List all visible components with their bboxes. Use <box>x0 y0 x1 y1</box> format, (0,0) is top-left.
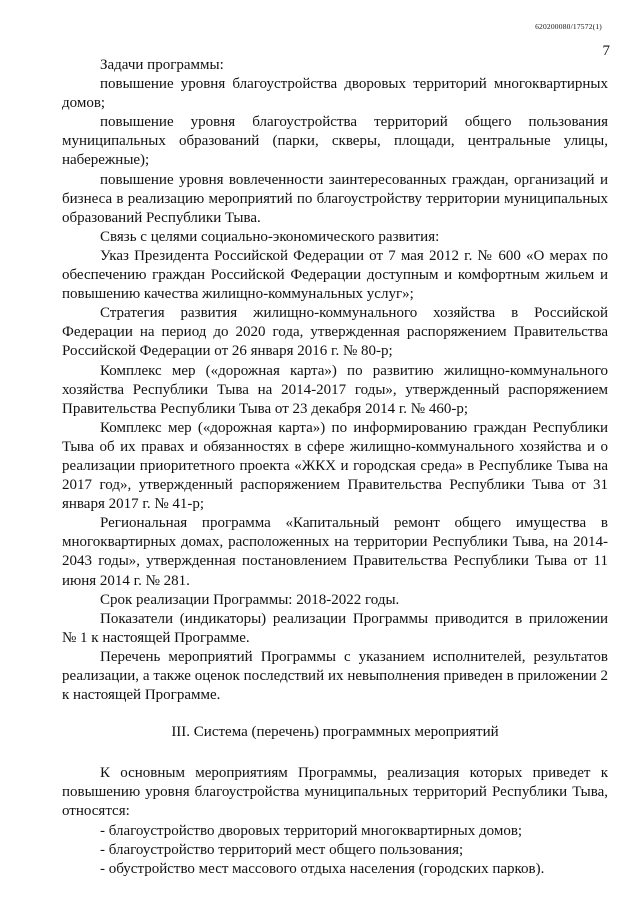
paragraph: Срок реализации Программы: 2018-2022 годы. <box>100 591 400 608</box>
paragraph: Региональная программа «Капитальный ремонт общего имущества в многоквартирных домах, расположенных на территории Республики Тыва, на 2014-2043 годы», утвержденная постановлением Правительства Республики Тыва от 11 июня 2014 г. № 281. <box>62 515 608 589</box>
paragraph: Связь с целями социально-экономического развития: <box>100 228 440 245</box>
page-number: 7 <box>602 43 610 59</box>
paragraph: Комплекс мер («дорожная карта») по развитию жилищно-коммунального хозяйства Республики Тыва на 2014-2017 годы», утвержденный распоряжением Правительства Республики Тыва от 23 декабря 2014 г. № 460-р; <box>62 362 608 417</box>
section-intro: К основным мероприятиям Программы, реализация которых приведет к повышению уровня благоустройства муниципальных территорий Республики Тыва, относятся: <box>62 765 608 820</box>
list-item: - обустройство мест массового отдыха населения (городских парков). <box>100 860 545 877</box>
paragraph: Задачи программы: <box>100 57 224 73</box>
paragraph: повышение уровня вовлеченности заинтересованных граждан, организаций и бизнеса в реализацию мероприятий по благоустройству территории муниципальных образований Республики Тыва. <box>62 171 608 226</box>
list-item: - благоустройство дворовых территорий многоквартирных домов; <box>100 822 523 839</box>
paragraph: повышение уровня благоустройства дворовых территорий многоквартирных домов; <box>62 76 608 112</box>
paragraph: Указ Президента Российской Федерации от 7 мая 2012 г. № 600 «О мерах по обеспечению граждан Российской Федерации доступным и комфортным жильем и повышению качества жилищно-коммунальных услуг»; <box>62 247 608 303</box>
paragraph: Показатели (индикаторы) реализации Программы приводится в приложении № 1 к настоящей Программе. <box>62 610 608 646</box>
paragraph: Перечень мероприятий Программы с указанием исполнителей, результатов реализации, а также оценок последствий их невыполнения приведен в приложении 2 к настоящей Программе. <box>62 648 608 704</box>
paragraph: Стратегия развития жилищно-коммунального хозяйства в Российской Федерации на период до 2020 года, утвержденная распоряжением Правительства Российской Федерации от 26 января 2016 г. № 80-р; <box>62 305 608 360</box>
paragraph: повышение уровня благоустройства территорий общего пользования муниципальных образований (парки, скверы, площади, центральные улицы, набережные); <box>62 114 608 169</box>
document-id: 620200080/17572(1) <box>535 22 602 31</box>
document-body <box>62 56 608 879</box>
paragraph: Комплекс мер («дорожная карта») по информированию граждан Республики Тыва об их правах и обязанностях в сфере жилищно-коммунального хозяйства и о реализации приоритетного проекта «ЖКХ и городская среда» в Республике Тыва на 2017 год», утвержденный распоряжением Правительства Республики Тыва от 31 января 2017 г. № 41-р; <box>62 419 608 513</box>
list-item: - благоустройство территорий мест общего пользования; <box>100 841 464 858</box>
section-heading: III. Система (перечень) программных мероприятий <box>171 724 499 741</box>
